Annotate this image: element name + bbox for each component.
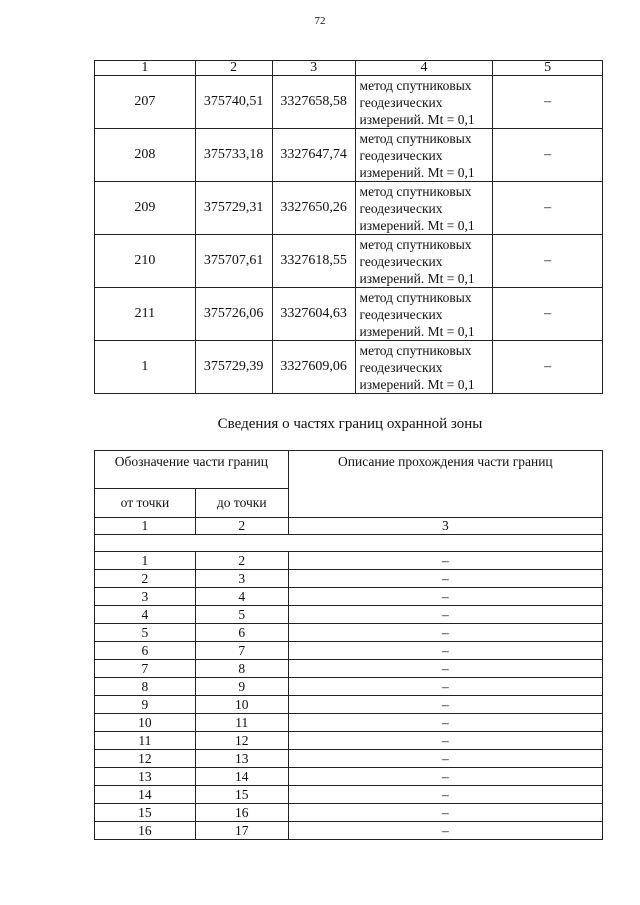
boundary-description: – xyxy=(288,822,602,840)
method-line: геодезических xyxy=(359,147,443,163)
method-line: измерений. Mt = 0,1 xyxy=(359,376,475,392)
boundary-row xyxy=(95,696,603,714)
coordinates-table xyxy=(94,60,603,394)
coordinates-header-row xyxy=(95,61,603,76)
boundary-row xyxy=(95,642,603,660)
coordinate-row xyxy=(95,182,603,235)
boundary-description: – xyxy=(288,678,602,696)
method-line: измерений. Mt = 0,1 xyxy=(359,111,475,127)
empty-row xyxy=(95,535,603,552)
x-coordinate: 375729,39 xyxy=(195,341,272,394)
boundary-description: – xyxy=(288,696,602,714)
boundary-description: – xyxy=(288,570,602,588)
boundary-parts-table xyxy=(94,450,603,840)
to-point: 9 xyxy=(195,678,288,696)
to-point: 17 xyxy=(195,822,288,840)
method-line: геодезических xyxy=(359,359,443,375)
boundary-row xyxy=(95,804,603,822)
boundary-description: – xyxy=(288,660,602,678)
note-dash: – xyxy=(493,76,603,129)
column-number: 3 xyxy=(272,61,355,76)
point-number: 208 xyxy=(95,129,196,182)
point-number: 210 xyxy=(95,235,196,288)
note-dash: – xyxy=(493,288,603,341)
method-line: геодезических xyxy=(359,306,443,322)
to-point: 2 xyxy=(195,552,288,570)
boundary-row xyxy=(95,678,603,696)
method-description xyxy=(355,76,493,129)
coordinate-row xyxy=(95,129,603,182)
method-line: метод спутниковых xyxy=(359,289,472,305)
method-description xyxy=(355,235,493,288)
boundary-description: – xyxy=(288,606,602,624)
point-number: 1 xyxy=(95,341,196,394)
boundary-description: – xyxy=(288,714,602,732)
point-number: 209 xyxy=(95,182,196,235)
boundary-header-row xyxy=(95,451,603,489)
boundary-description: – xyxy=(288,624,602,642)
from-point: 2 xyxy=(95,570,196,588)
y-coordinate: 3327647,74 xyxy=(272,129,355,182)
method-line: метод спутниковых xyxy=(359,130,472,146)
boundary-row xyxy=(95,552,603,570)
boundary-row xyxy=(95,750,603,768)
boundary-row xyxy=(95,768,603,786)
column-number: 2 xyxy=(195,61,272,76)
to-point: 13 xyxy=(195,750,288,768)
boundary-description: – xyxy=(288,750,602,768)
x-coordinate: 375729,31 xyxy=(195,182,272,235)
from-point: 14 xyxy=(95,786,196,804)
column-number: 4 xyxy=(355,61,493,76)
boundary-row xyxy=(95,732,603,750)
to-point: 3 xyxy=(195,570,288,588)
y-coordinate: 3327658,58 xyxy=(272,76,355,129)
to-point: 10 xyxy=(195,696,288,714)
coordinate-row xyxy=(95,288,603,341)
boundary-description: – xyxy=(288,588,602,606)
boundary-designation-header: Обозначение части границ xyxy=(95,451,289,489)
coordinate-row xyxy=(95,341,603,394)
method-line: геодезических xyxy=(359,253,443,269)
boundary-description: – xyxy=(288,642,602,660)
boundary-description: – xyxy=(288,804,602,822)
to-point-header: до точки xyxy=(195,489,288,518)
method-line: измерений. Mt = 0,1 xyxy=(359,164,475,180)
column-number: 2 xyxy=(195,518,288,535)
boundary-row xyxy=(95,714,603,732)
y-coordinate: 3327618,55 xyxy=(272,235,355,288)
method-line: метод спутниковых xyxy=(359,342,472,358)
method-description xyxy=(355,182,493,235)
from-point: 3 xyxy=(95,588,196,606)
note-dash: – xyxy=(493,235,603,288)
column-number: 5 xyxy=(493,61,603,76)
point-number: 211 xyxy=(95,288,196,341)
to-point: 14 xyxy=(195,768,288,786)
section-title: Сведения о частях границ охранной зоны xyxy=(217,416,483,432)
boundary-description-header: Описание прохождения части границ xyxy=(288,451,602,518)
to-point: 5 xyxy=(195,606,288,624)
empty-cell xyxy=(95,535,603,552)
from-point: 9 xyxy=(95,696,196,714)
from-point: 16 xyxy=(95,822,196,840)
boundary-description: – xyxy=(288,768,602,786)
to-point: 16 xyxy=(195,804,288,822)
method-line: геодезических xyxy=(359,94,443,110)
to-point: 4 xyxy=(195,588,288,606)
boundary-row xyxy=(95,660,603,678)
column-number: 1 xyxy=(95,61,196,76)
method-line: измерений. Mt = 0,1 xyxy=(359,217,475,233)
x-coordinate: 375733,18 xyxy=(195,129,272,182)
note-dash: – xyxy=(493,182,603,235)
note-dash: – xyxy=(493,341,603,394)
method-line: измерений. Mt = 0,1 xyxy=(359,323,475,339)
boundary-row xyxy=(95,570,603,588)
method-description xyxy=(355,341,493,394)
from-point-header: от точки xyxy=(95,489,196,518)
note-dash: – xyxy=(493,129,603,182)
x-coordinate: 375726,06 xyxy=(195,288,272,341)
boundary-row xyxy=(95,606,603,624)
from-point: 12 xyxy=(95,750,196,768)
boundary-row xyxy=(95,588,603,606)
method-line: геодезических xyxy=(359,200,443,216)
to-point: 12 xyxy=(195,732,288,750)
method-line: метод спутниковых xyxy=(359,183,472,199)
page-number: 72 xyxy=(314,15,326,27)
boundary-description: – xyxy=(288,732,602,750)
from-point: 10 xyxy=(95,714,196,732)
from-point: 1 xyxy=(95,552,196,570)
from-point: 6 xyxy=(95,642,196,660)
x-coordinate: 375707,61 xyxy=(195,235,272,288)
to-point: 11 xyxy=(195,714,288,732)
from-point: 15 xyxy=(95,804,196,822)
y-coordinate: 3327650,26 xyxy=(272,182,355,235)
to-point: 6 xyxy=(195,624,288,642)
boundary-description: – xyxy=(288,786,602,804)
boundary-description: – xyxy=(288,552,602,570)
method-description xyxy=(355,129,493,182)
y-coordinate: 3327604,63 xyxy=(272,288,355,341)
boundary-row xyxy=(95,786,603,804)
method-line: измерений. Mt = 0,1 xyxy=(359,270,475,286)
from-point: 8 xyxy=(95,678,196,696)
to-point: 7 xyxy=(195,642,288,660)
method-line: метод спутниковых xyxy=(359,77,472,93)
method-line: метод спутниковых xyxy=(359,236,472,252)
y-coordinate: 3327609,06 xyxy=(272,341,355,394)
boundary-row xyxy=(95,822,603,840)
from-point: 11 xyxy=(95,732,196,750)
coordinate-row xyxy=(95,76,603,129)
boundary-column-numbers-row xyxy=(95,518,603,535)
column-number: 3 xyxy=(288,518,602,535)
to-point: 15 xyxy=(195,786,288,804)
column-number: 1 xyxy=(95,518,196,535)
from-point: 13 xyxy=(95,768,196,786)
from-point: 5 xyxy=(95,624,196,642)
from-point: 4 xyxy=(95,606,196,624)
coordinate-row xyxy=(95,235,603,288)
method-description xyxy=(355,288,493,341)
x-coordinate: 375740,51 xyxy=(195,76,272,129)
boundary-row xyxy=(95,624,603,642)
point-number: 207 xyxy=(95,76,196,129)
to-point: 8 xyxy=(195,660,288,678)
from-point: 7 xyxy=(95,660,196,678)
